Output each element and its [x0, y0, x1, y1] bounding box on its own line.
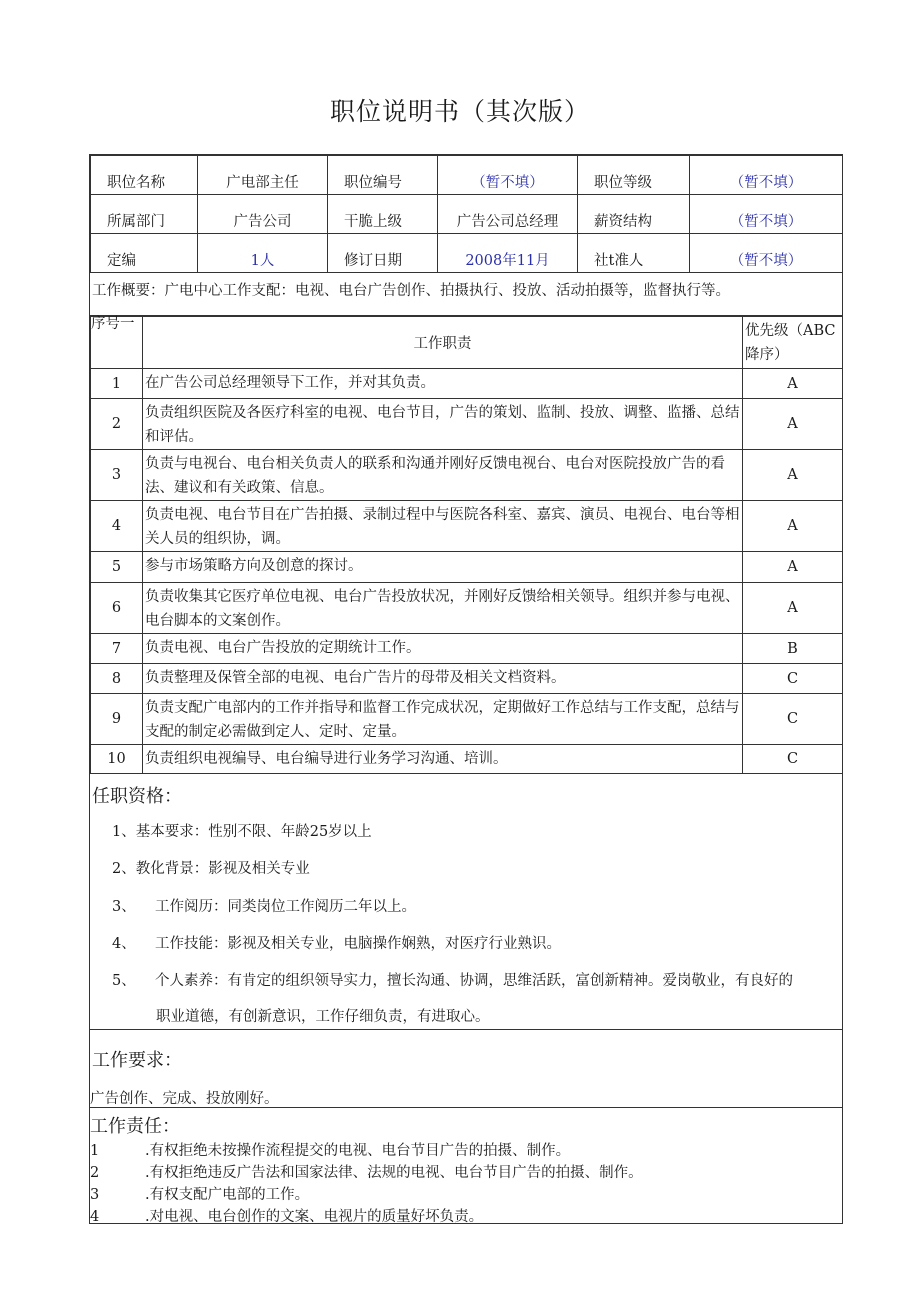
duty-priority: A — [743, 450, 843, 501]
table-row — [91, 501, 843, 552]
direct-superior-label: 干脆上级 — [328, 195, 438, 234]
qualification-item — [112, 857, 310, 878]
duty-priority: A — [743, 501, 843, 552]
qualification-number: 1、 — [112, 824, 136, 840]
responsibility-item — [90, 1205, 483, 1226]
table-row — [91, 664, 843, 694]
revision-date-label: 修订日期 — [328, 234, 438, 273]
qualification-item — [112, 895, 416, 916]
work-responsibility-heading: 工作责任： — [90, 1116, 180, 1137]
qualifications-heading: 任职资格： — [92, 786, 182, 807]
duty-text: 负责支配广电部内的工作并指导和监督工作完成状况，定期做好工作总结与工作支配，总结与支配的制定必需做到定人、定时、定量。 — [143, 694, 743, 745]
table-row — [91, 634, 843, 664]
salary-structure-label: 薪资结构 — [578, 195, 690, 234]
qualification-number: 2、 — [112, 861, 136, 877]
position-code-value: （暂不填） — [438, 156, 578, 195]
page-title: 职位说明书（其次版） — [329, 97, 590, 126]
responsibility-item — [90, 1183, 309, 1204]
salary-structure-value: （暂不填） — [690, 195, 843, 234]
qualification-text-continued: 职业道德，有创新意识，工作仔细负责，有进取心。 — [156, 1009, 490, 1025]
divider — [90, 1107, 842, 1108]
duty-priority: B — [743, 634, 843, 664]
work-requirement-heading: 工作要求： — [92, 1050, 182, 1071]
position-level-label: 职位等级 — [578, 156, 690, 195]
duty-number: 2 — [91, 399, 143, 450]
duty-text: 参与市场策略方向及创意的探讨。 — [143, 552, 743, 583]
duty-text: 负责电视、电台节目在广告拍摄、录制过程中与医院各科室、嘉宾、演员、电视台、电台等相关人员的组织协，调。 — [143, 501, 743, 552]
headcount-label: 定编 — [91, 234, 198, 273]
duty-text: 在广告公司总经理领导下工作，并对其负责。 — [143, 369, 743, 399]
direct-superior-value: 广告公司总经理 — [438, 195, 578, 234]
responsibility-number: 4 — [90, 1209, 100, 1225]
position-code-label: 职位编号 — [328, 156, 438, 195]
duty-number: 5 — [91, 552, 143, 583]
duty-number: 9 — [91, 694, 143, 745]
info-row — [91, 195, 843, 234]
info-row — [91, 156, 843, 195]
revision-date-value: 2008年11月 — [438, 234, 578, 273]
qualification-number: 4、 — [112, 936, 136, 952]
header-duty: 工作职责 — [143, 317, 743, 369]
duties-header-row — [91, 317, 843, 369]
duties-table — [90, 316, 843, 774]
duty-text: 负责收集其它医疗单位电视、电台广告投放状况，并刚好反馈给相关领导。组织并参与电视、电台脚本的文案创作。 — [143, 583, 743, 634]
qualification-number: 5、 — [112, 973, 136, 989]
responsibility-number: 1 — [90, 1143, 100, 1159]
duty-number: 1 — [91, 369, 143, 399]
duty-text: 负责组织医院及各医疗科室的电视、电台节目，广告的策划、监制、投放、调整、监播、总结和评估。 — [143, 399, 743, 450]
duty-number: 6 — [91, 583, 143, 634]
qualification-text: 个人素养：有肯定的组织领导实力，擅长沟通、协调，思维活跃，富创新精神。爱岗敬业，有良好的 — [155, 973, 793, 989]
qualification-item — [112, 969, 793, 990]
duty-number: 7 — [91, 634, 143, 664]
work-requirement-text: 广告创作、完成、投放刚好。 — [90, 1091, 279, 1107]
qualification-item — [112, 820, 372, 841]
header-priority: 优先级（ABC降序） — [743, 317, 843, 369]
department-value: 广告公司 — [198, 195, 328, 234]
duty-number: 10 — [91, 745, 143, 774]
position-name-value: 广电部主任 — [198, 156, 328, 195]
duty-priority: C — [743, 694, 843, 745]
duty-priority: A — [743, 369, 843, 399]
work-overview: 工作概要：广电中心工作支配：电视、电台广告创作、拍摄执行、投放、活动拍摄等，监督执行等。 — [90, 266, 842, 316]
duty-priority: A — [743, 399, 843, 450]
duty-number: 3 — [91, 450, 143, 501]
department-label: 所属部门 — [91, 195, 198, 234]
responsibility-text: .有权拒绝违反广告法和国家法律、法规的电视、电台节目广告的拍摄、制作。 — [145, 1165, 643, 1181]
duty-text: 负责电视、电台广告投放的定期统计工作。 — [143, 634, 743, 664]
qualification-item — [112, 932, 561, 953]
duty-priority: C — [743, 664, 843, 694]
headcount-value: 1人 — [198, 234, 328, 273]
table-row — [91, 745, 843, 774]
qualification-text: 工作阅历：同类岗位工作阅历二年以上。 — [155, 899, 416, 915]
table-row — [91, 450, 843, 501]
responsibility-item — [90, 1139, 570, 1160]
table-row — [91, 583, 843, 634]
duty-text: 负责整理及保管全部的电视、电台广告片的母带及相关文档资料。 — [143, 664, 743, 694]
duty-priority: C — [743, 745, 843, 774]
table-row — [91, 694, 843, 745]
responsibility-number: 3 — [90, 1187, 100, 1203]
responsibility-text: .有权拒绝未按操作流程提交的电视、电台节目广告的拍摄、制作。 — [145, 1143, 571, 1159]
duty-text: 负责与电视台、电台相关负责人的联系和沟通并刚好反馈电视台、电台对医院投放广告的看法、建议和有关政策、信息。 — [143, 450, 743, 501]
divider — [90, 1029, 842, 1030]
duty-text: 负责组织电视编导、电台编导进行业务学习沟通、培训。 — [143, 745, 743, 774]
responsibility-text: .对电视、电台创作的文案、电视片的质量好坏负责。 — [145, 1209, 484, 1225]
table-row — [91, 399, 843, 450]
duty-number: 8 — [91, 664, 143, 694]
table-row — [91, 369, 843, 399]
qualification-text: 基本要求：性别不限、年龄25岁以上 — [135, 824, 372, 840]
table-row — [91, 552, 843, 583]
responsibility-number: 2 — [90, 1165, 100, 1181]
approver-label: 社t准人 — [578, 234, 690, 273]
position-name-label: 职位名称 — [91, 156, 198, 195]
duty-number: 4 — [91, 501, 143, 552]
responsibility-item — [90, 1161, 643, 1182]
basic-info-table — [90, 155, 843, 273]
qualification-text: 教化背景：影视及相关专业 — [135, 861, 310, 877]
duty-priority: A — [743, 552, 843, 583]
responsibility-text: .有权支配广电部的工作。 — [145, 1187, 310, 1203]
approver-value: （暂不填） — [690, 234, 843, 273]
job-description-document — [89, 154, 843, 1224]
header-number: 序号一 — [91, 317, 143, 369]
qualification-number: 3、 — [112, 899, 136, 915]
position-level-value: （暂不填） — [690, 156, 843, 195]
qualification-text: 工作技能：影视及相关专业，电脑操作娴熟，对医疗行业熟识。 — [155, 936, 561, 952]
duty-priority: A — [743, 583, 843, 634]
